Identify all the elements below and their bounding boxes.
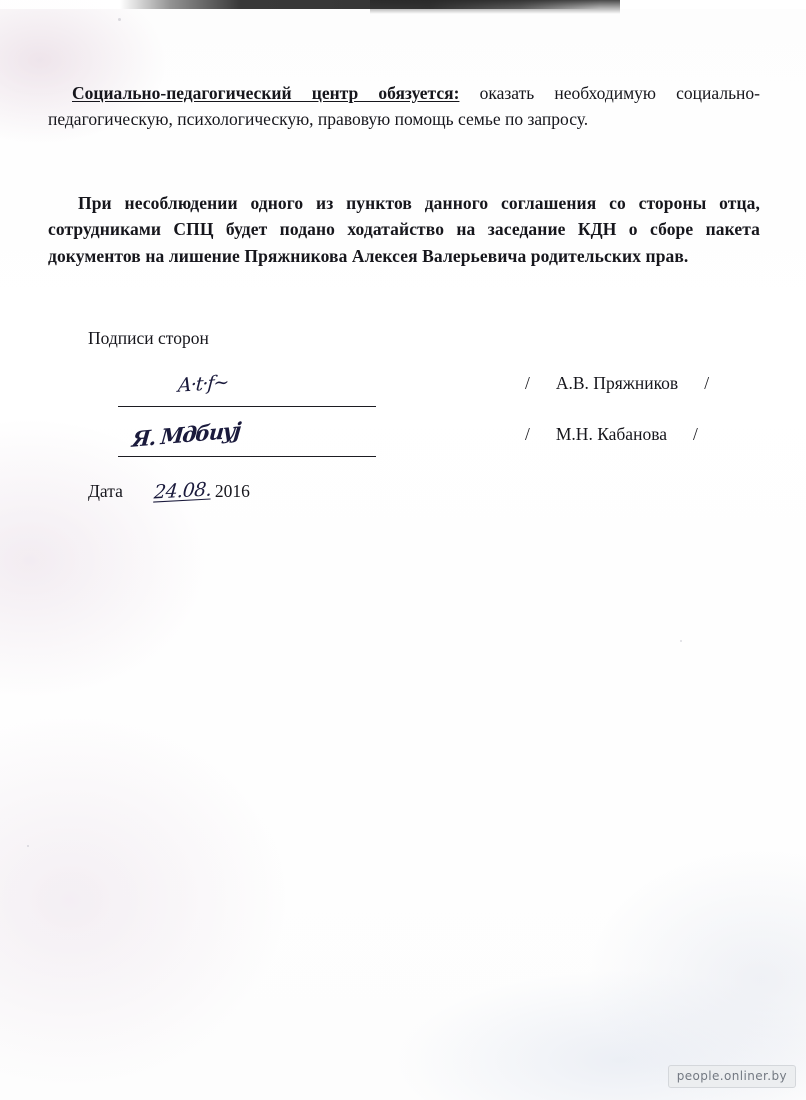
signatures-label: Подписи сторон [88, 328, 209, 348]
date-label: Дата [88, 481, 123, 501]
handwritten-signature-2: Я. Мдбиуј [131, 417, 241, 452]
paragraph-obligations [48, 80, 760, 133]
handwritten-signature-1: A·t·f~ [177, 371, 230, 397]
signatory-name-2: М.Н. Кабанова [555, 424, 667, 444]
watermark: people.onliner.by [668, 1065, 796, 1088]
paragraph-obligations-rest: оказать необходимую социально-педагогическую, психологическую, правовую помощь семье по запросу. [48, 82, 760, 130]
handwritten-date: 24.08. [153, 478, 213, 504]
paragraph-consequences: При несоблюдении одного из пунктов данного соглашения со стороны отца, сотрудниками СПЦ будет подано ходатайство на заседание КДН о сборе пакета документов на лишение Пряжникова Алексея Валерьевича родительских прав. [48, 192, 760, 266]
signatory-row-2 [525, 424, 698, 445]
paragraph-obligations-lead: Социально-педагогический центр обязуется: [72, 82, 460, 103]
signatory-row-1 [525, 373, 709, 394]
signatory-slash-left-2: / [525, 424, 530, 444]
signatory-slash-right-1: / [704, 373, 710, 393]
signatory-slash-left-1: / [525, 373, 530, 393]
scan-speck [680, 640, 682, 642]
scan-speck [118, 18, 121, 21]
date-year: 2016 [214, 481, 250, 501]
signatory-name-1: А.В. Пряжников [555, 373, 679, 393]
signature-line-1 [118, 406, 376, 407]
scanner-top-edge-shadow [370, 0, 620, 14]
signatory-slash-right-2: / [693, 424, 698, 444]
scan-speck [27, 845, 29, 847]
signature-line-2 [118, 456, 376, 457]
